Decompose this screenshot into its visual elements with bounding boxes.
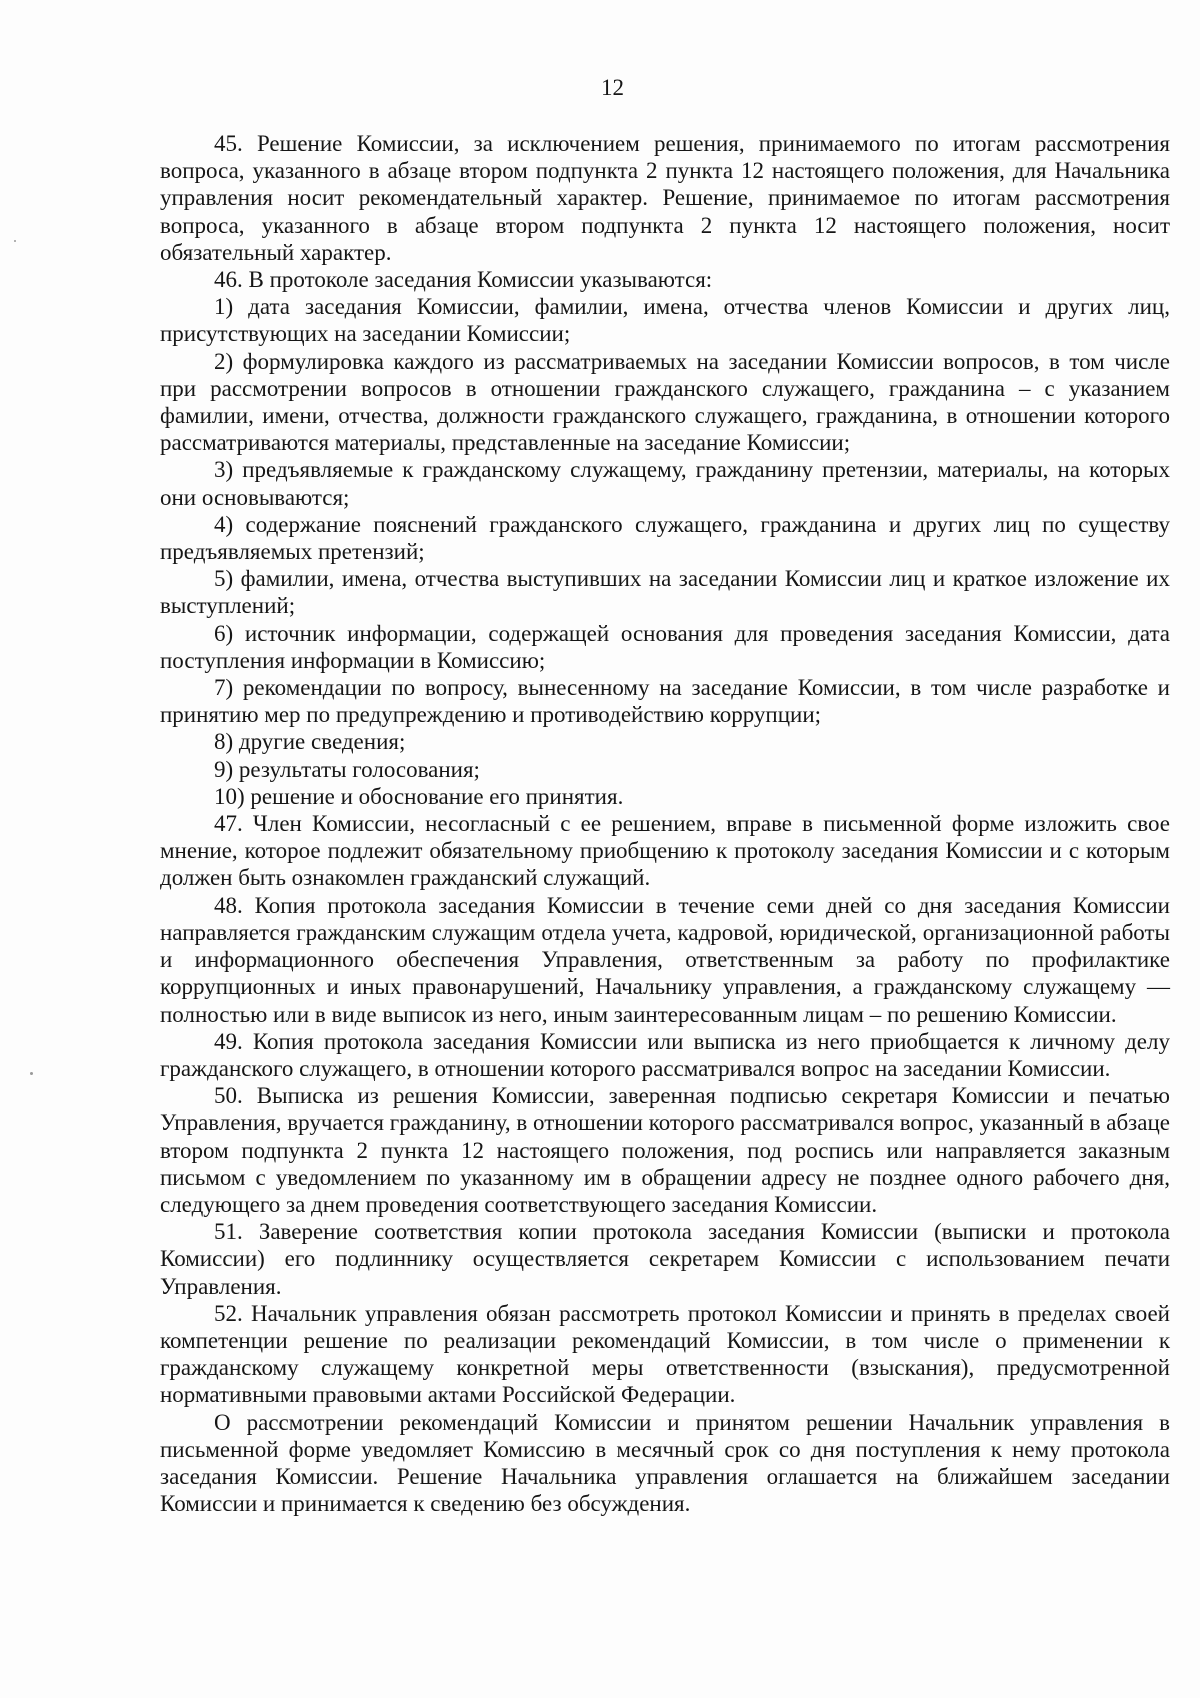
paragraph: 46. В протоколе заседания Комиссии указываются: — [214, 267, 713, 293]
paragraph: 10) решение и обоснование его принятия. — [214, 783, 624, 809]
paragraph: 3) предъявляемые к гражданскому служащему, гражданину претензии, материалы, на которых они основываются; — [160, 457, 1170, 510]
paragraph: 8) другие сведения; — [214, 729, 406, 755]
paragraph: 51. Заверение соответствия копии протокола заседания Комиссии (выписки и протокола Комиссии) его подлиннику осуществляется секретарем Комиссии с использованием печати Управления. — [160, 1219, 1170, 1299]
paragraph: 7) рекомендации по вопросу, вынесенному на заседание Комиссии, в том числе разработке и принятию мер по предупреждению и противодействию коррупции; — [160, 675, 1170, 728]
page-number: 12 — [601, 75, 624, 100]
paragraph: 4) содержание пояснений гражданского служащего, гражданина и других лиц по существу предъявляемых претензий; — [160, 511, 1170, 565]
paragraph: 2) формулировка каждого из рассматриваемых на заседании Комиссии вопросов, в том числе при рассмотрении вопросов в отношении гражданского служащего, гражданина – с указанием фамилии, имени, отчества, должности гражданского служащего, гражданина, в отношении которого рассматриваются материалы, представленные на заседание Комиссии; — [160, 348, 1170, 456]
paragraph: 5) фамилии, имена, отчества выступивших на заседании Комиссии лиц и краткое изложение их выступлений; — [160, 566, 1170, 619]
paragraph: 45. Решение Комиссии, за исключением решения, принимаемого по итогам рассмотрения вопроса, указанного в абзаце втором подпункта 2 пункта 12 настоящего положения, для Начальника управления носит рекомендательный характер. Решение, принимаемое по итогам рассмотрения вопроса, указанного в абзаце втором подпункта 2 пункта 12 настоящего положения, носит обязательный характер. — [160, 131, 1170, 265]
paragraph: 6) источник информации, содержащей основания для проведения заседания Комиссии, дата поступления информации в Комиссию; — [160, 620, 1170, 673]
paragraph: 49. Копия протокола заседания Комиссии или выписка из него приобщается к личному делу гражданского служащего, в отношении которого рассматривался вопрос на заседании Комиссии. — [160, 1028, 1170, 1081]
paragraph: 1) дата заседания Комиссии, фамилии, имена, отчества членов Комиссии и других лиц, присутствующих на заседании Комиссии; — [160, 294, 1170, 347]
paragraph: 50. Выписка из решения Комиссии, заверенная подписью секретаря Комиссии и печатью Управления, вручается гражданину, в отношении которого рассматривался вопрос, указанный в абзаце втором подпункта 2 пункта 12 настоящего положения, под роспись или направляется заказным письмом с уведомлением по указанному им в обращении адресу не позднее одного рабочего дня, следующего за днем проведения соответствующего заседания Комиссии. — [160, 1083, 1170, 1217]
scan-speck — [30, 1072, 33, 1075]
paragraph: 9) результаты голосования; — [214, 756, 480, 782]
paragraph: 52. Начальник управления обязан рассмотреть протокол Комиссии и принять в пределах своей компетенции решение по реализации рекомендаций Комиссии, в том числе о применении к гражданскому служащему конкретной меры ответственности (взыскания), предусмотренной нормативными правовыми актами Российской Федерации. — [160, 1300, 1170, 1408]
paragraph: 47. Член Комиссии, несогласный с ее решением, вправе в письменной форме изложить свое мнение, которое подлежит обязательному приобщению к протоколу заседания Комиссии и с которым должен быть ознакомлен гражданский служащий. — [160, 811, 1170, 891]
paragraph: О рассмотрении рекомендаций Комиссии и принятом решении Начальник управления в письменной форме уведомляет Комиссию в месячный срок со дня поступления к нему протокола заседания Комиссии. Решение Начальника управления оглашается на ближайшем заседании Комиссии и принимается к сведению без обсуждения. — [160, 1409, 1170, 1517]
paragraph: 48. Копия протокола заседания Комиссии в течение семи дней со дня заседания Комиссии направляется гражданским служащим отдела учета, кадровой, юридической, организационной работы и информационного обеспечения Управления, ответственным за работу по профилактике коррупционных и иных правонарушений, Начальнику управления, а гражданскому служащему — полностью или в виде выписок из него, иным заинтересованным лицам – по решению Комиссии. — [160, 892, 1170, 1027]
document-body — [160, 130, 1170, 1517]
scan-speck — [14, 240, 16, 242]
